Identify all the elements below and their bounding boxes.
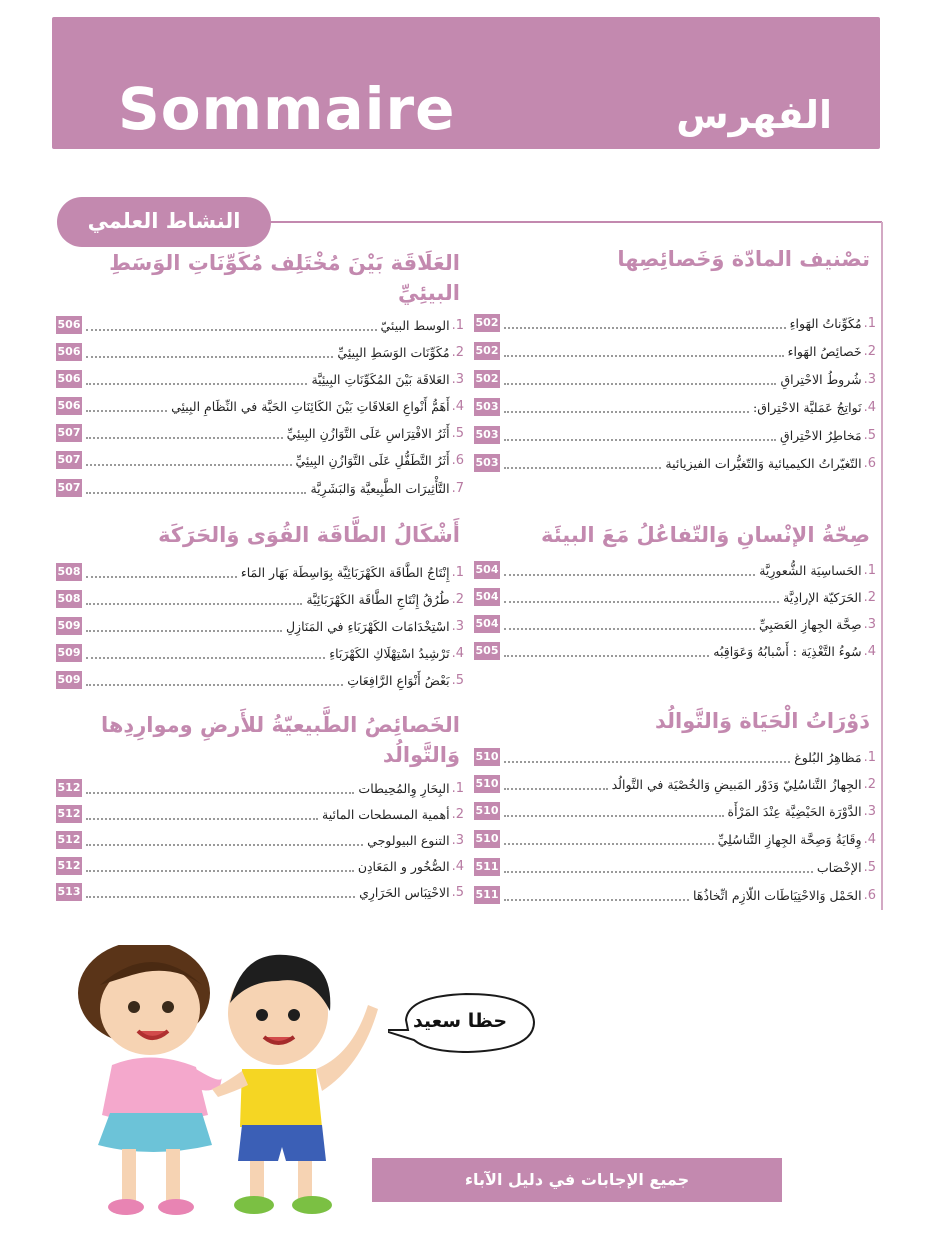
toc-row [56,341,464,363]
toc-item-text: الإخْصَاب [816,859,862,875]
toc-row [56,395,464,417]
title-arabic: الفهرس [676,93,832,137]
page-number-badge: 507 [56,479,82,497]
toc-item-text: الحَساسِيَة الشُّعورِيَّة [759,562,862,578]
toc-item-text: الجِهازُ التَّناسُلِيّ وَدَوْر المَبيضِ وَالخُصْيَة في التَّوالُد [611,776,862,792]
section-divider [262,221,882,223]
leader-dots [504,899,689,901]
toc-item-number: 2. [863,343,876,359]
toc-item-number: 5. [451,425,464,441]
toc-row [474,773,876,795]
leader-dots [86,492,306,494]
leader-dots [504,843,714,845]
toc-item-number: 4. [863,643,876,659]
page-number-badge: 509 [56,671,82,689]
toc-item-text: الحَرَكيّة الإرادِيَّة [783,589,862,605]
toc-item-text: التَّأْثِيرَات الطَّبِيعيَّة وَالبَشَرِيَّة [310,480,450,496]
leader-dots [86,576,237,578]
toc-row [56,777,464,799]
page-number-badge: 510 [474,748,500,766]
page-number-badge: 502 [474,342,500,360]
leader-dots [86,437,283,439]
toc-item-number: 2. [451,591,464,607]
page-number-badge: 512 [56,779,82,797]
title-french: Sommaire [118,75,456,143]
leader-dots [86,818,318,820]
leader-dots [504,355,784,357]
toc-item-text: أَثَرُ الافْتِرَاسِ عَلَى التَّوَازُنِ البِيئِيِّ [286,425,450,441]
page-number-badge: 504 [474,588,500,606]
toc-item-number: 1. [863,315,876,331]
toc-item-text: اسْتِخْدَامَات الكَهْرَبَاءِ في المَنَازِلِ [285,618,450,634]
toc-item-number: 2. [863,776,876,792]
toc-item-number: 2. [451,344,464,360]
toc-row [56,314,464,336]
toc-row [474,586,876,608]
toc-row [56,829,464,851]
page-number-badge: 505 [474,642,500,660]
toc-item-text: مُكَوِّنَات الوَسَطِ البِيئِيِّ [337,344,450,360]
toc-item-number: 6. [863,455,876,471]
toc-item-number: 6. [863,887,876,903]
section-title-r0: تصْنيف المادّة وَخَصائِصِها [617,247,870,271]
page-number-badge: 503 [474,398,500,416]
toc-item-number: 1. [451,564,464,580]
page-number-badge: 506 [56,397,82,415]
page-number-badge: 509 [56,644,82,662]
leader-dots [86,383,307,385]
toc-row [474,884,876,906]
toc-item-text: أَثَرُ التَّطَفُّلِ عَلَى التَّوَازُنِ البِيئِيِّ [295,452,450,468]
page-number-badge: 507 [56,451,82,469]
toc-item-number: 4. [863,831,876,847]
leader-dots [86,603,302,605]
toc-item-text: الوسط البيئيّ [380,317,450,333]
toc-row [56,669,464,691]
toc-item-text: تَرْشِيدُ اسْتِهْلَاكِ الكَهْرَبَاءِ [329,645,450,661]
toc-item-number: 1. [863,749,876,765]
toc-item-number: 4. [451,645,464,661]
toc-item-text: أَهَمُّ أَنْواعِ العَلاقَاتِ بَيْنَ الكَائِنَاتِ الحَيَّة في النِّظَامِ البِيئِي [171,398,450,414]
boy-figure [212,955,378,1214]
toc-row [474,424,876,446]
toc-item-number: 1. [863,562,876,578]
toc-item-number: 4. [451,398,464,414]
page-number-badge: 506 [56,343,82,361]
page-number-badge: 502 [474,370,500,388]
leader-dots [504,383,776,385]
toc-item-number: 1. [451,317,464,333]
page-number-badge: 504 [474,615,500,633]
toc-item-text: نَواتِجُ عَمَليَّة الاحْتِراق: [752,399,862,415]
leader-dots [504,411,749,413]
toc-item-text: وِقَايَةُ وَصِحَّة الجِهازِ التَّناسُلِيِّ [717,831,862,847]
footer-note: جميع الإجابات في دليل الآباء [372,1158,782,1202]
leader-dots [504,601,779,603]
toc-row [474,312,876,334]
leader-dots [86,356,333,358]
section-title-r1: صِحّةُ الإنْسانِ وَالتّفاعُلُ مَعَ البيئَة [541,523,870,547]
toc-item-text: مَظاهِرُ البُلوغ [794,749,862,765]
toc-row [474,368,876,390]
leader-dots [504,655,709,657]
page-number-badge: 511 [474,886,500,904]
leader-dots [86,792,354,794]
page-number-badge: 503 [474,426,500,444]
leader-dots [86,896,355,898]
toc-row [56,477,464,499]
leader-dots [504,761,790,763]
toc-item-text: الحَمْل وَالاحْتِيَاطَات اللّازِم اتِّخاذُهَا [693,887,862,903]
toc-item-text: مَخاطِرُ الاحْتِراقِ [780,427,862,443]
toc-item-number: 3. [863,803,876,819]
leader-dots [504,628,755,630]
toc-row [56,803,464,825]
toc-item-text: التّغيّراتُ الكيميائية وَالتّغيُّرات الفيزيائية [665,455,862,471]
toc-row [474,640,876,662]
page-number-badge: 506 [56,316,82,334]
toc-row [474,559,876,581]
toc-item-number: 5. [451,672,464,688]
speech-bubble-text: حظا سعيد [412,1010,508,1032]
toc-item-text: مُكَوِّناتُ الهَواءِ [789,315,862,331]
leader-dots [86,630,282,632]
page-number-badge: 508 [56,563,82,581]
column-border [881,222,883,910]
toc-row [474,828,876,850]
toc-item-number: 3. [451,371,464,387]
toc-item-text: التنوع البيولوجي [367,832,450,848]
toc-row [56,881,464,903]
page-number-badge: 509 [56,617,82,635]
header-band [52,17,880,149]
toc-row [56,615,464,637]
toc-item-number: 3. [863,371,876,387]
section-title-r2: دَوْرَاتُ الْحَيَاة وَالتَّوالُد [654,709,870,733]
toc-item-number: 3. [451,618,464,634]
toc-row [56,449,464,471]
page-number-badge: 512 [56,857,82,875]
leader-dots [86,657,325,659]
page-number-badge: 502 [474,314,500,332]
toc-item-number: 7. [451,480,464,496]
leader-dots [504,439,776,441]
page-number-badge: 513 [56,883,82,901]
toc-item-text: الدَّوْرَة الحَيْضِيَّة عِنْدَ المَرْأَة [727,803,862,819]
page-number-badge: 504 [474,561,500,579]
toc-item-text: صِحَّة الجِهازِ العَصَبِيِّ [758,616,862,632]
page-number-badge: 510 [474,830,500,848]
section-label: النشاط العلمي [57,197,271,247]
toc-row [56,588,464,610]
toc-item-number: 3. [863,616,876,632]
page-number-badge: 511 [474,858,500,876]
leader-dots [86,329,377,331]
page-number-badge: 508 [56,590,82,608]
toc-item-text: العَلاقَة بَيْنَ المُكَوِّنَاتِ البِيئِيَّة [311,371,450,387]
leader-dots [504,815,724,817]
page-number-badge: 512 [56,831,82,849]
toc-item-number: 5. [451,884,464,900]
leader-dots [504,871,813,873]
toc-row [474,613,876,635]
leader-dots [504,467,661,469]
toc-item-number: 5. [863,859,876,875]
toc-row [56,855,464,877]
toc-row [474,396,876,418]
toc-item-text: البِحَارِ وِالمُحِيطات [358,780,450,796]
toc-item-text: سُوءُ التَّغْذِيَة : أَسْبابُهُ وَعَوَاقِبُه [713,643,862,659]
leader-dots [504,574,755,576]
toc-row [56,561,464,583]
leader-dots [504,788,608,790]
toc-row [56,368,464,390]
toc-row [474,340,876,362]
toc-item-number: 6. [451,452,464,468]
page-number-badge: 510 [474,775,500,793]
toc-item-text: الاحْتِبَاس الحَرَارِي [359,884,450,900]
page-number-badge: 512 [56,805,82,823]
toc-row [474,856,876,878]
toc-row [474,800,876,822]
page-number-badge: 506 [56,370,82,388]
page-number-badge: 510 [474,802,500,820]
page-number-badge: 507 [56,424,82,442]
toc-item-number: 4. [863,399,876,415]
girl-figure [78,945,222,1215]
toc-item-number: 1. [451,780,464,796]
toc-item-number: 5. [863,427,876,443]
leader-dots [86,844,363,846]
section-title-l0: العَلَاقَة بَيْنَ مُخْتَلِف مُكَوِّنَاتِ الوَسَطِ البيئِيِّ [109,251,460,305]
toc-item-text: شُروطُ الاحْتِراقِ [780,371,862,387]
toc-item-text: الصُّخُور و المَعَادِن [357,858,450,874]
page-number-badge: 503 [474,454,500,472]
toc-item-text: بَعْضُ أَنْوَاعِ الرَّافِعَاتِ [347,672,450,688]
toc-item-text: أهمية المسطحات المائية [322,806,450,822]
section-title-l2: الخَصائِصُ الطَّبيعيّةُ للأَرضِ وموارِدِها وَالتَّوالُد [100,713,460,767]
children-illustration [72,945,392,1225]
toc-row [474,452,876,474]
toc-row [56,642,464,664]
toc-item-text: خَصائِصُ الهَواء [787,343,862,359]
toc-row [474,746,876,768]
toc-item-number: 2. [451,806,464,822]
leader-dots [86,684,343,686]
toc-row [56,422,464,444]
leader-dots [86,870,354,872]
toc-item-number: 4. [451,858,464,874]
toc-item-number: 2. [863,589,876,605]
leader-dots [86,410,167,412]
toc-item-number: 3. [451,832,464,848]
section-title-l1: أَشْكَالُ الطَّاقَة القُوَى وَالحَرَكَة [158,523,460,547]
leader-dots [504,327,786,329]
toc-item-text: إِنْتَاجُ الطَّاقَة الكَهْرَبَائِيَّة بِوَاسِطَة بَهَار المَاء [240,564,450,580]
toc-item-text: طُرُقُ إِنْتَاجِ الطَّاقَة الكَهْرَبَائِيَّة [306,591,450,607]
leader-dots [86,464,292,466]
